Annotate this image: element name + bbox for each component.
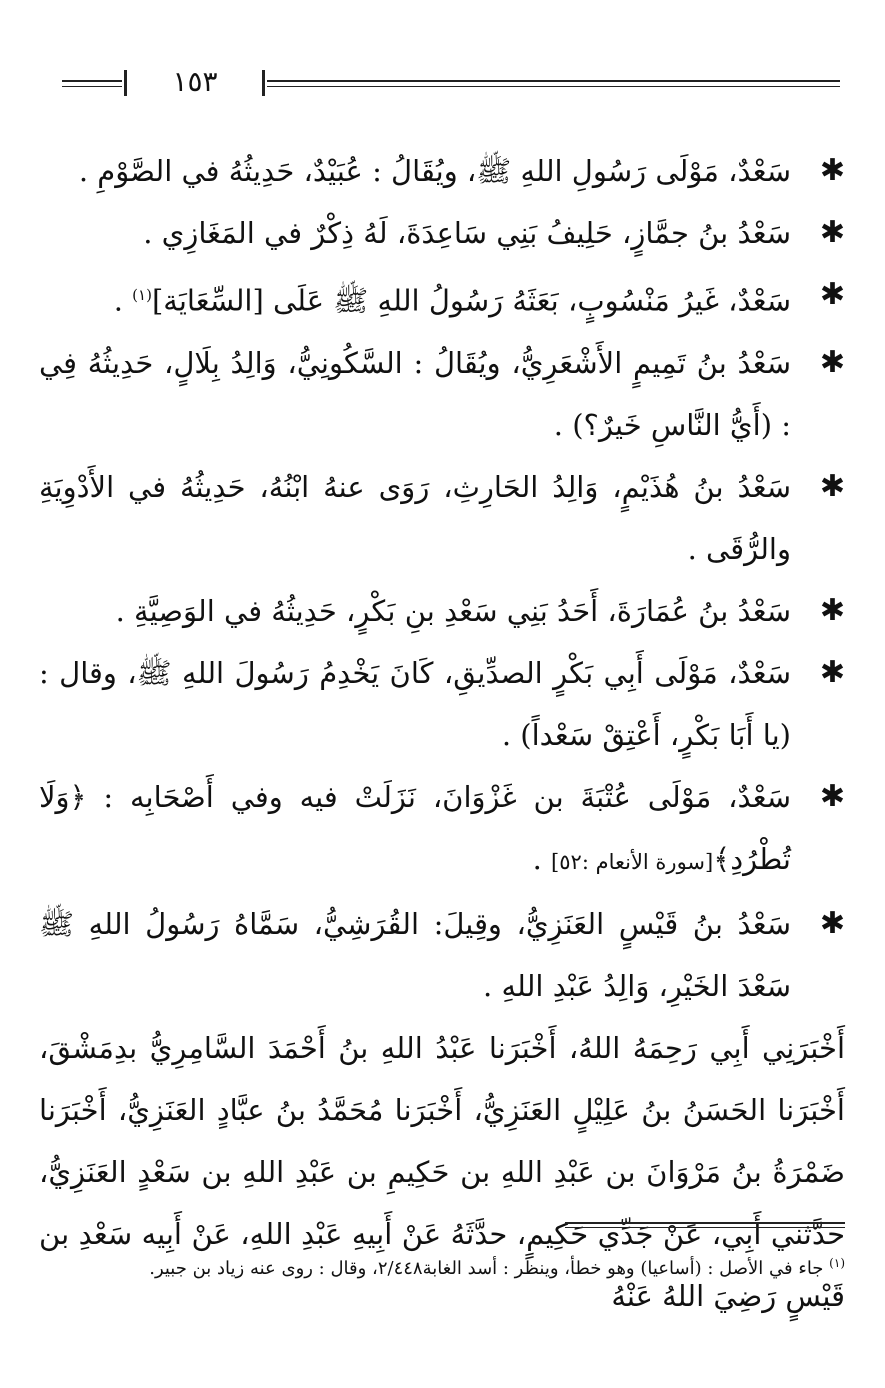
header-rule-left — [62, 80, 122, 87]
asterisk-icon: ✱ — [819, 592, 845, 628]
entry-text-end: . — [113, 283, 133, 318]
quran-reference: [سورة الأنعام :٥٢] — [551, 849, 714, 874]
entry-item — [39, 642, 845, 766]
main-text — [39, 140, 845, 1327]
entry-text-end: . — [532, 841, 552, 876]
asterisk-icon: ✱ — [819, 344, 845, 380]
header-bar-left — [124, 70, 127, 96]
footnote-marker: (١) — [829, 1256, 845, 1270]
entry-item — [39, 332, 845, 456]
asterisk-icon: ✱ — [819, 277, 845, 312]
asterisk-icon: ✱ — [819, 153, 845, 188]
entry-item — [39, 140, 845, 202]
entry-item — [39, 202, 845, 264]
footnote-separator — [565, 1222, 845, 1228]
entry-text: سَعْدُ بنُ قَيْسٍ العَنَزِيُّ، وقِيلَ: القُرَشِيُّ، سَمَّاهُ رَسُولُ اللهِ ﷺ سَعْدَ الخَيْرِ، وَالِدُ عَبْدِ اللهِ . — [39, 906, 791, 1003]
page-header — [62, 65, 840, 98]
narration-paragraph: أَخْبَرَنِي أَبِي رَحِمَهُ اللهُ، أَخْبَرَنا عَبْدُ اللهِ بنُ أَحْمَدَ السَّامِرِيُّ بدِمَشْقَ، أَخْبَرَنا الحَسَنُ بنُ عَلِيْلٍ العَنَزِيُّ، أَخْبَرَنا مُحَمَّدُ بنُ عبَّادٍ العَنَزِيُّ، أَخْبَرَنا ضَمْرَةُ بنُ مَرْوَانَ بن عَبْدِ اللهِ بن حَكِيمِ بن عَبْدِ اللهِ بن سَعْدٍ العَنَزِيُّ، حدَّثني أَبِي، عَنْ جَدِّي حَكِيمٍ، حدَّثَهُ عَنْ أَبِيهِ عَبْدِ اللهِ، عَنْ أَبِيه سَعْدِ بن قَيْسٍ رَضِيَ اللهُ عَنْهُ — [39, 1030, 846, 1313]
entry-text: سَعْدُ بنُ تَمِيمٍ الأَشْعَرِيُّ، ويُقَالُ : السَّكُونِيُّ، وَالِدُ بِلَالٍ، حَدِيثُهُ فِي : (أَيُّ النَّاسِ خَيرٌ؟) . — [39, 345, 791, 442]
asterisk-icon: ✱ — [819, 654, 845, 690]
entry-text: سَعْدٌ، مَوْلَى رَسُولِ اللهِ ﷺ، ويُقَالُ : عُبَيْدٌ، حَدِيثُهُ في الصَّوْمِ . — [78, 154, 791, 188]
header-bar-right — [262, 70, 265, 96]
footnote — [39, 1250, 845, 1282]
footnote-text: جاء في الأصل : (أساعيا) وهو خطأ، وينظر : أسد الغابة٢/٤٤٨، وقال : روى عنه زياد بن جبير. — [149, 1258, 824, 1279]
entry-text: سَعْدٌ، غَيرُ مَنْسُوبٍ، بَعَثَهُ رَسُولُ اللهِ ﷺ عَلَى [السِّعَايَة] — [151, 283, 791, 318]
asterisk-icon: ✱ — [819, 215, 845, 250]
entry-text: سَعْدُ بنُ عُمَارَةَ، أَحَدُ بَنِي سَعْدِ بنِ بَكْرٍ، حَدِيثُهُ في الوَصِيَّةِ . — [115, 593, 791, 628]
entry-item — [39, 893, 845, 1017]
asterisk-icon: ✱ — [819, 905, 845, 941]
entry-item — [39, 580, 845, 642]
entry-item — [39, 456, 845, 580]
footnote-reference[interactable]: (١) — [132, 286, 152, 304]
entry-text: سَعْدٌ، مَوْلَى عُتْبَةَ بن غَزْوَانَ، نَزَلَتْ فيه وفي أَصْحَابِه : ﴿وَلَا تُطْرُدِ﴾ — [39, 779, 791, 876]
entry-item — [39, 766, 845, 893]
entry-text: سَعْدُ بنُ جمَّازٍ، حَلِيفُ بَنِي سَاعِدَةَ، لَهُ ذِكْرٌ في المَغَازِي . — [143, 216, 791, 250]
page-number: ١٥٣ — [172, 65, 218, 98]
entry-item — [39, 264, 845, 332]
asterisk-icon: ✱ — [819, 778, 845, 814]
entry-text: سَعْدُ بنُ هُذَيْمٍ، وَالِدُ الحَارِثِ، رَوَى عنهُ ابْنُهُ، حَدِيثُهُ في الأَدْوِيَةِ والرُّقَى . — [39, 469, 791, 566]
asterisk-icon: ✱ — [819, 468, 845, 504]
header-rule-right — [267, 80, 840, 87]
entry-text: سَعْدٌ، مَوْلَى أَبِي بَكْرٍ الصدِّيقِ، كَانَ يَخْدِمُ رَسُولَ اللهِ ﷺ، وقال : (يا أَبَا بَكْرٍ، أَعْتِقْ سَعْداً) . — [39, 655, 791, 752]
